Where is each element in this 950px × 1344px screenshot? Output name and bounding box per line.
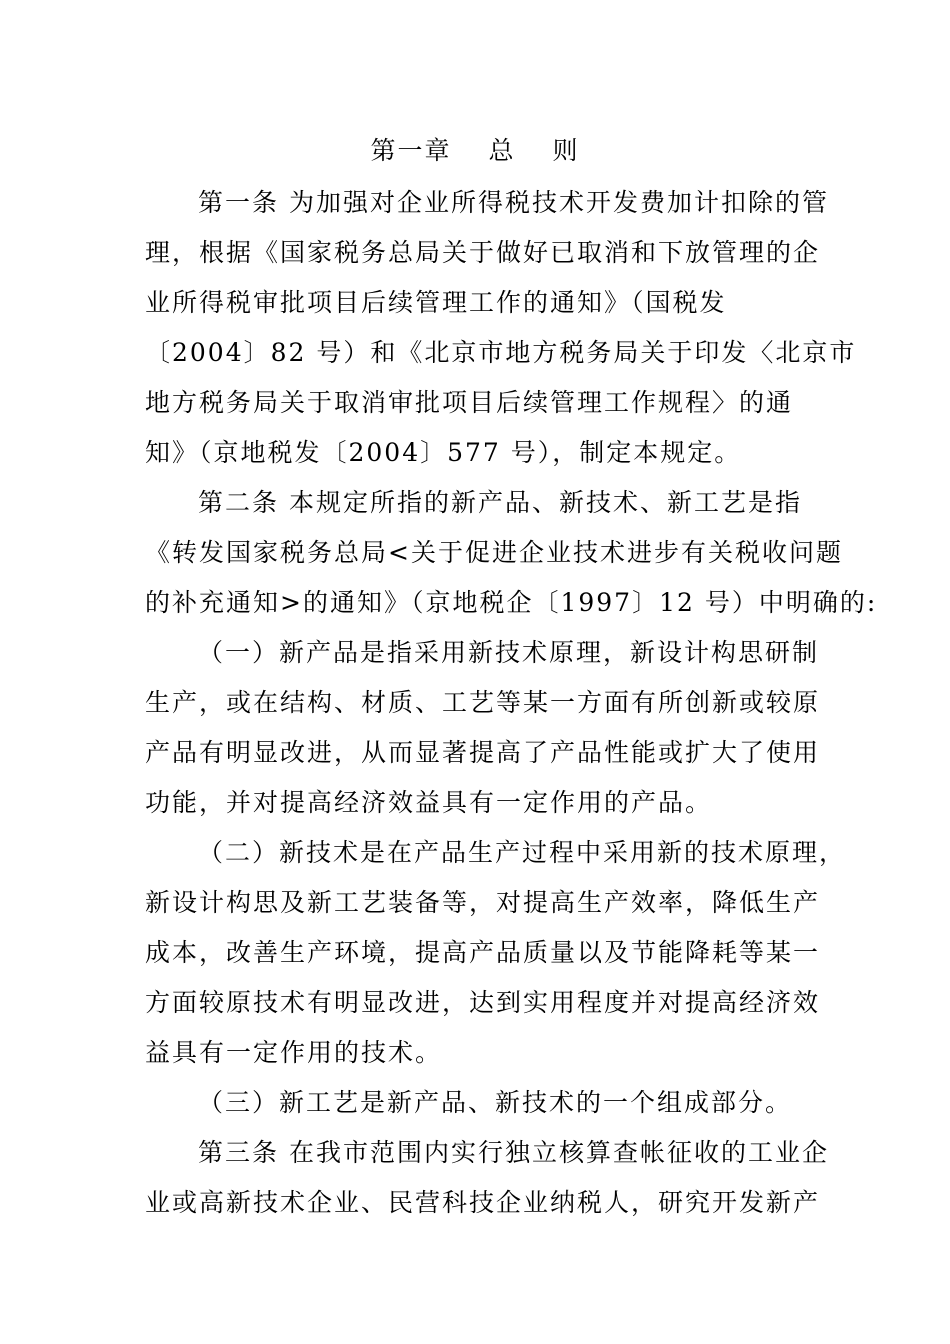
item-2-line-2: 新设计构思及新工艺装备等，对提高生产效率，降低生产 — [145, 888, 821, 917]
article-2-line-1: 第二条 本规定所指的新产品、新技术、新工艺是指 — [198, 488, 802, 517]
article-1-line-1: 第一条 为加强对企业所得税技术开发费加计扣除的管 — [198, 188, 829, 217]
item-3-line-1: （三）新工艺是新产品、新技术的一个组成部分。 — [198, 1088, 793, 1117]
article-2-line-2: 《转发国家税务总局<关于促进企业技术进步有关税收问题 — [145, 538, 843, 567]
item-2-line-1: （二）新技术是在产品生产过程中采用新的技术原理， — [198, 838, 847, 867]
item-1-line-3: 产品有明显改进，从而显著提高了产品性能或扩大了使用 — [145, 738, 821, 767]
chapter-title: 第一章 总 则 — [370, 136, 580, 165]
article-3-line-1: 第三条 在我市范围内实行独立核算查帐征收的工业企 — [198, 1138, 829, 1167]
article-1-line-2: 理，根据《国家税务总局关于做好已取消和下放管理的企 — [145, 238, 821, 267]
article-1-line-4: 〔2004〕82 号）和《北京市地方税务局关于印发〈北京市 — [145, 338, 857, 367]
article-1-line-3: 业所得税审批项目后续管理工作的通知》（国税发 — [145, 288, 727, 317]
item-1-line-1: （一）新产品是指采用新技术原理，新设计构思研制 — [198, 638, 820, 667]
article-1-line-6: 知》（京地税发〔2004〕577 号），制定本规定。 — [145, 438, 742, 467]
article-1-line-5: 地方税务局关于取消审批项目后续管理工作规程〉的通 — [145, 388, 794, 417]
item-2-line-4: 方面较原技术有明显改进，达到实用程度并对提高经济效 — [145, 988, 821, 1017]
item-2-line-3: 成本，改善生产环境，提高产品质量以及节能降耗等某一 — [145, 938, 821, 967]
article-3-line-2: 业或高新技术企业、民营科技企业纳税人，研究开发新产 — [145, 1188, 821, 1217]
item-1-line-2: 生产，或在结构、材质、工艺等某一方面有所创新或较原 — [145, 688, 821, 717]
article-2-line-3: 的补充通知>的通知》（京地税企〔1997〕12 号）中明确的: — [145, 588, 878, 617]
item-1-line-4: 功能，并对提高经济效益具有一定作用的产品。 — [145, 788, 713, 817]
item-2-line-5: 益具有一定作用的技术。 — [145, 1038, 443, 1067]
